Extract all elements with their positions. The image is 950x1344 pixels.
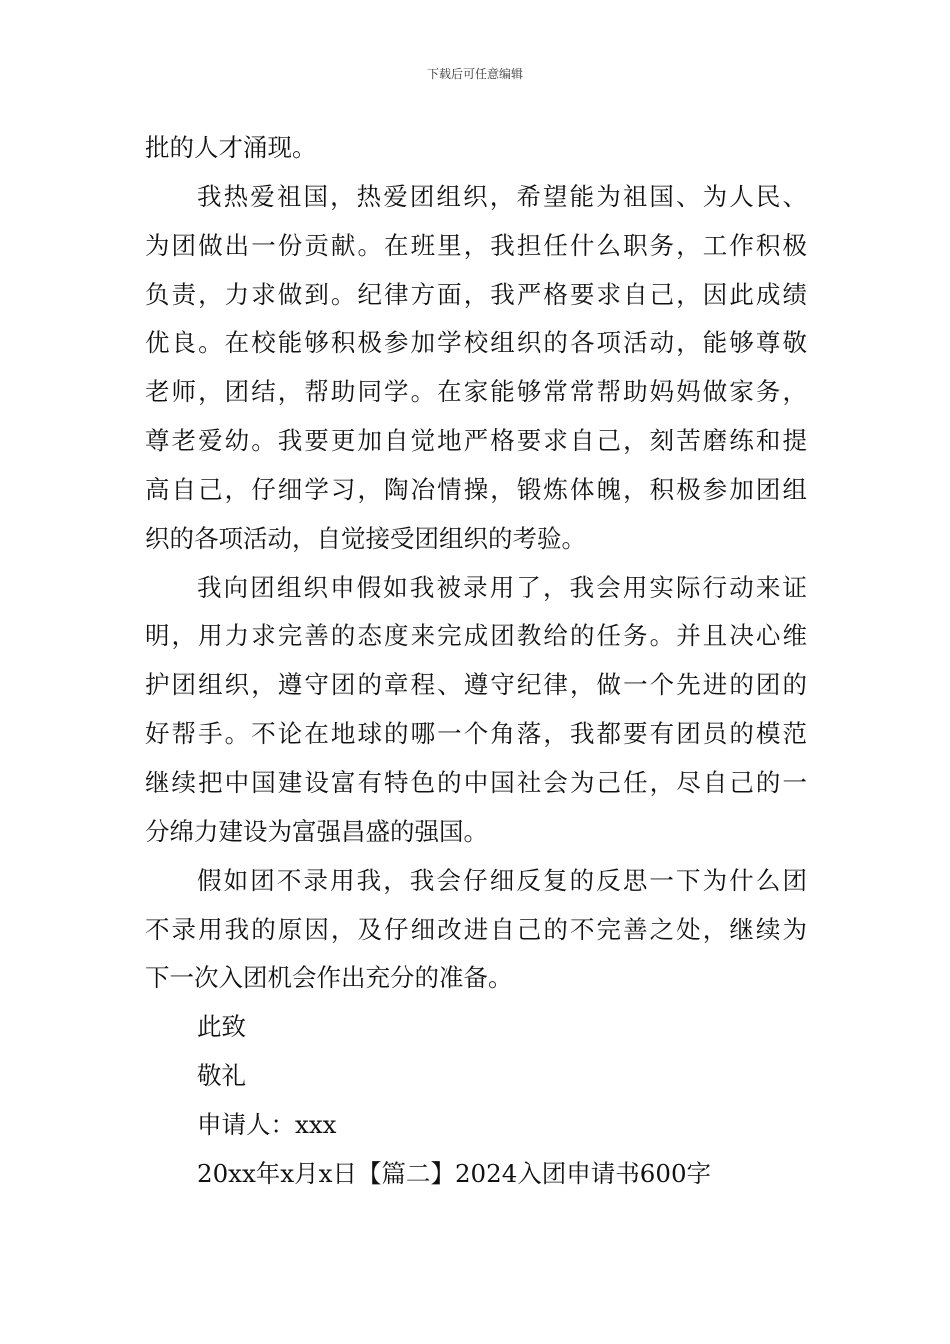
applicant-line: 申请人：xxx bbox=[197, 1109, 337, 1139]
closing-line: 此致 bbox=[197, 1012, 246, 1042]
text-line: 为团做出一份贡献。在班里，我担任什么职务，工作积极 bbox=[145, 230, 807, 260]
text-line: 高自己，仔细学习，陶冶情操，锻炼体魄，积极参加团组 bbox=[145, 474, 807, 504]
text-line: 织的各项活动，自觉接受团组织的考验。 bbox=[145, 523, 586, 553]
date-line: 20xx年x月x日【篇二】2024入团申请书600字 bbox=[197, 1158, 712, 1188]
document-body bbox=[145, 124, 807, 1199]
text-line: 继续把中国建设富有特色的中国社会为己任，尽自己的一 bbox=[145, 767, 807, 797]
text-line: 优良。在校能够积极参加学校组织的各项活动，能够尊敬 bbox=[145, 328, 807, 358]
salutation-line: 敬礼 bbox=[197, 1061, 246, 1091]
text-line: 老师，团结，帮助同学。在家能够常常帮助妈妈做家务， bbox=[145, 377, 807, 407]
text-line: 不录用我的原因，及仔细改进自己的不完善之处，继续为 bbox=[145, 914, 807, 944]
text-line: 护团组织，遵守团的章程、遵守纪律，做一个先进的团的 bbox=[145, 670, 807, 700]
page-header: 下载后可任意编辑 bbox=[426, 67, 523, 81]
text-line: 好帮手。不论在地球的哪一个角落，我都要有团员的模范 bbox=[145, 719, 807, 749]
text-line: 批的人才涌现。 bbox=[145, 133, 317, 162]
text-line: 下一次入团机会作出充分的准备。 bbox=[145, 963, 513, 993]
text-line: 我热爱祖国，热爱团组织，希望能为祖国、为人民、 bbox=[197, 181, 807, 211]
text-line: 明，用力求完善的态度来完成团教给的任务。并且决心维 bbox=[145, 621, 807, 651]
text-line: 我向团组织申假如我被录用了，我会用实际行动来证 bbox=[197, 572, 807, 602]
text-line: 分绵力建设为富强昌盛的强国。 bbox=[145, 816, 488, 846]
text-line: 尊老爱幼。我要更加自觉地严格要求自己，刻苦磨练和提 bbox=[145, 426, 807, 456]
text-line: 假如团不录用我，我会仔细反复的反思一下为什么团 bbox=[197, 865, 807, 895]
text-line: 负责，力求做到。纪律方面，我严格要求自己，因此成绩 bbox=[145, 279, 807, 309]
